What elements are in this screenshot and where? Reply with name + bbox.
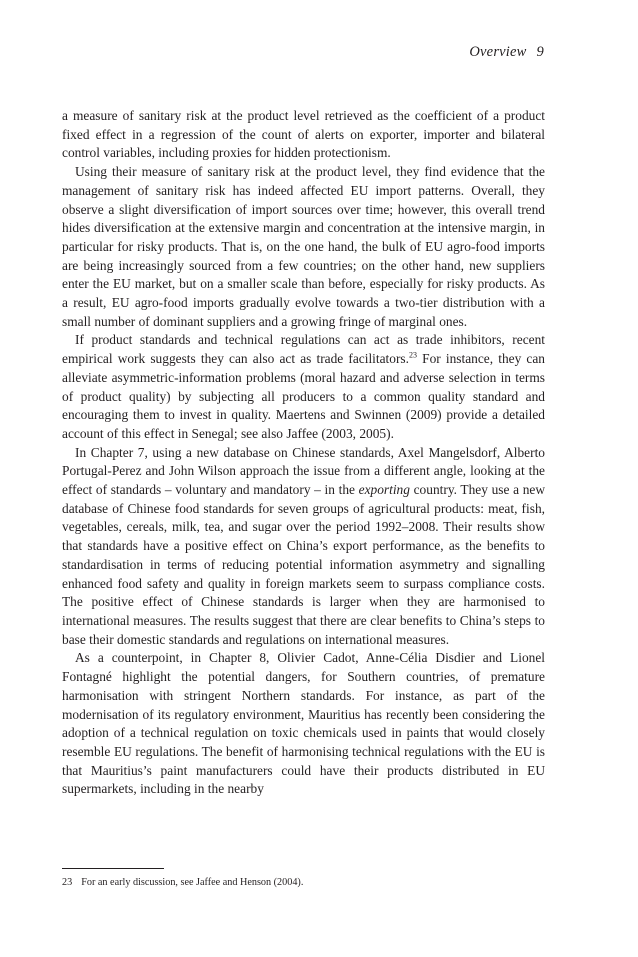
paragraph-text: As a counterpoint, in Chapter 8, Olivier Cadot, Anne-Célia Disdier and Lionel Fontagné highlight the potential dangers, for Southern countries, of premature harmonisation with stringent Northern standards. For instance, as part of the modernisation of its regulatory environment, Mauritius has recently been considering the adoption of a technical regulation on toxic chemicals used in paints that would closely resemble EU regulations. The benefit of harmonising technical regulations with the EU is that Mauritius’s paint manufacturers could have their products distributed in EU supermarkets, including in the nearby bbox=[62, 650, 545, 797]
paragraph bbox=[62, 649, 545, 799]
footnote-reference: 23 bbox=[409, 350, 417, 360]
chapter-title: Overview bbox=[469, 44, 527, 60]
paragraph-text: Using their measure of sanitary risk at the product level, they find evidence that the management of sanitary risk has indeed affected EU import patterns. Overall, they observe a slight diversification of import sources over time; however, this overall trend hides diversification at the extensive margin and concentration at the intensive margin, in particular for risky products. That is, on the one hand, the bulk of EU agro-food imports are being increasingly sourced from a few countries; on the other hand, new suppliers enter the EU market, but on a smaller scale than before, especially for risky products. As a result, EU agro-food imports gradually evolve towards a two-tier distribution with a small number of dominant suppliers and a growing fringe of marginal ones. bbox=[62, 164, 545, 329]
paragraph-text: For instance, they can alleviate asymmetric-information problems (moral hazard and adverse selection in terms of product quality) by subjecting all producers to a common quality standard and encouraging them to invest in quality. Maertens and Swinnen (2009) provide a detailed account of this effect in Senegal; see also Jaffee (2003, 2005). bbox=[62, 351, 545, 441]
paragraph bbox=[62, 107, 545, 163]
page-number: 9 bbox=[536, 44, 544, 60]
running-head bbox=[469, 44, 544, 61]
paragraph-text: a measure of sanitary risk at the product level retrieved as the coefficient of a product fixed effect in a regression of the count of alerts on exporter, importer and bilateral control variables, including proxies for hidden protectionism. bbox=[62, 108, 545, 161]
body-text bbox=[62, 107, 545, 799]
footnote-separator bbox=[62, 868, 164, 869]
paragraph bbox=[62, 444, 545, 650]
paragraph-text: If product standards and technical regulations can act as trade inhibitors, recent empirical work suggests they can also act as trade facilitators. bbox=[62, 332, 545, 367]
paragraph-text: In Chapter 7, using a new database on Chinese standards, Axel Mangelsdorf, Alberto Portugal-Perez and John Wilson approach the issue from a different angle, looking at the effect of standards – voluntary and mandatory – in the bbox=[62, 444, 545, 498]
paragraph bbox=[62, 331, 545, 443]
footnote-text: For an early discussion, see Jaffee and Henson (2004). bbox=[81, 877, 304, 888]
paragraph-text: country. They use a new database of Chinese food standards for seven groups of agricultural products: meat, fish, vegetables, cereals, milk, tea, and sugar over the period 1992–2008. Their results show that standards have a positive effect on China’s export performance, as the benefits to standardisation in terms of reducing potential information asymmetry and signalling enhanced food safety and quality in foreign markets seem to surpass compliance costs. The positive effect of Chinese standards is larger when they are harmonised to international measures. The results suggest that there are clear benefits to China’s steps to base their domestic standards and regulations on international measures. bbox=[62, 482, 545, 647]
italic-emphasis: exporting bbox=[358, 482, 410, 498]
footnote-number: 23 bbox=[62, 877, 73, 888]
footnote bbox=[62, 876, 303, 889]
paragraph bbox=[62, 163, 545, 331]
